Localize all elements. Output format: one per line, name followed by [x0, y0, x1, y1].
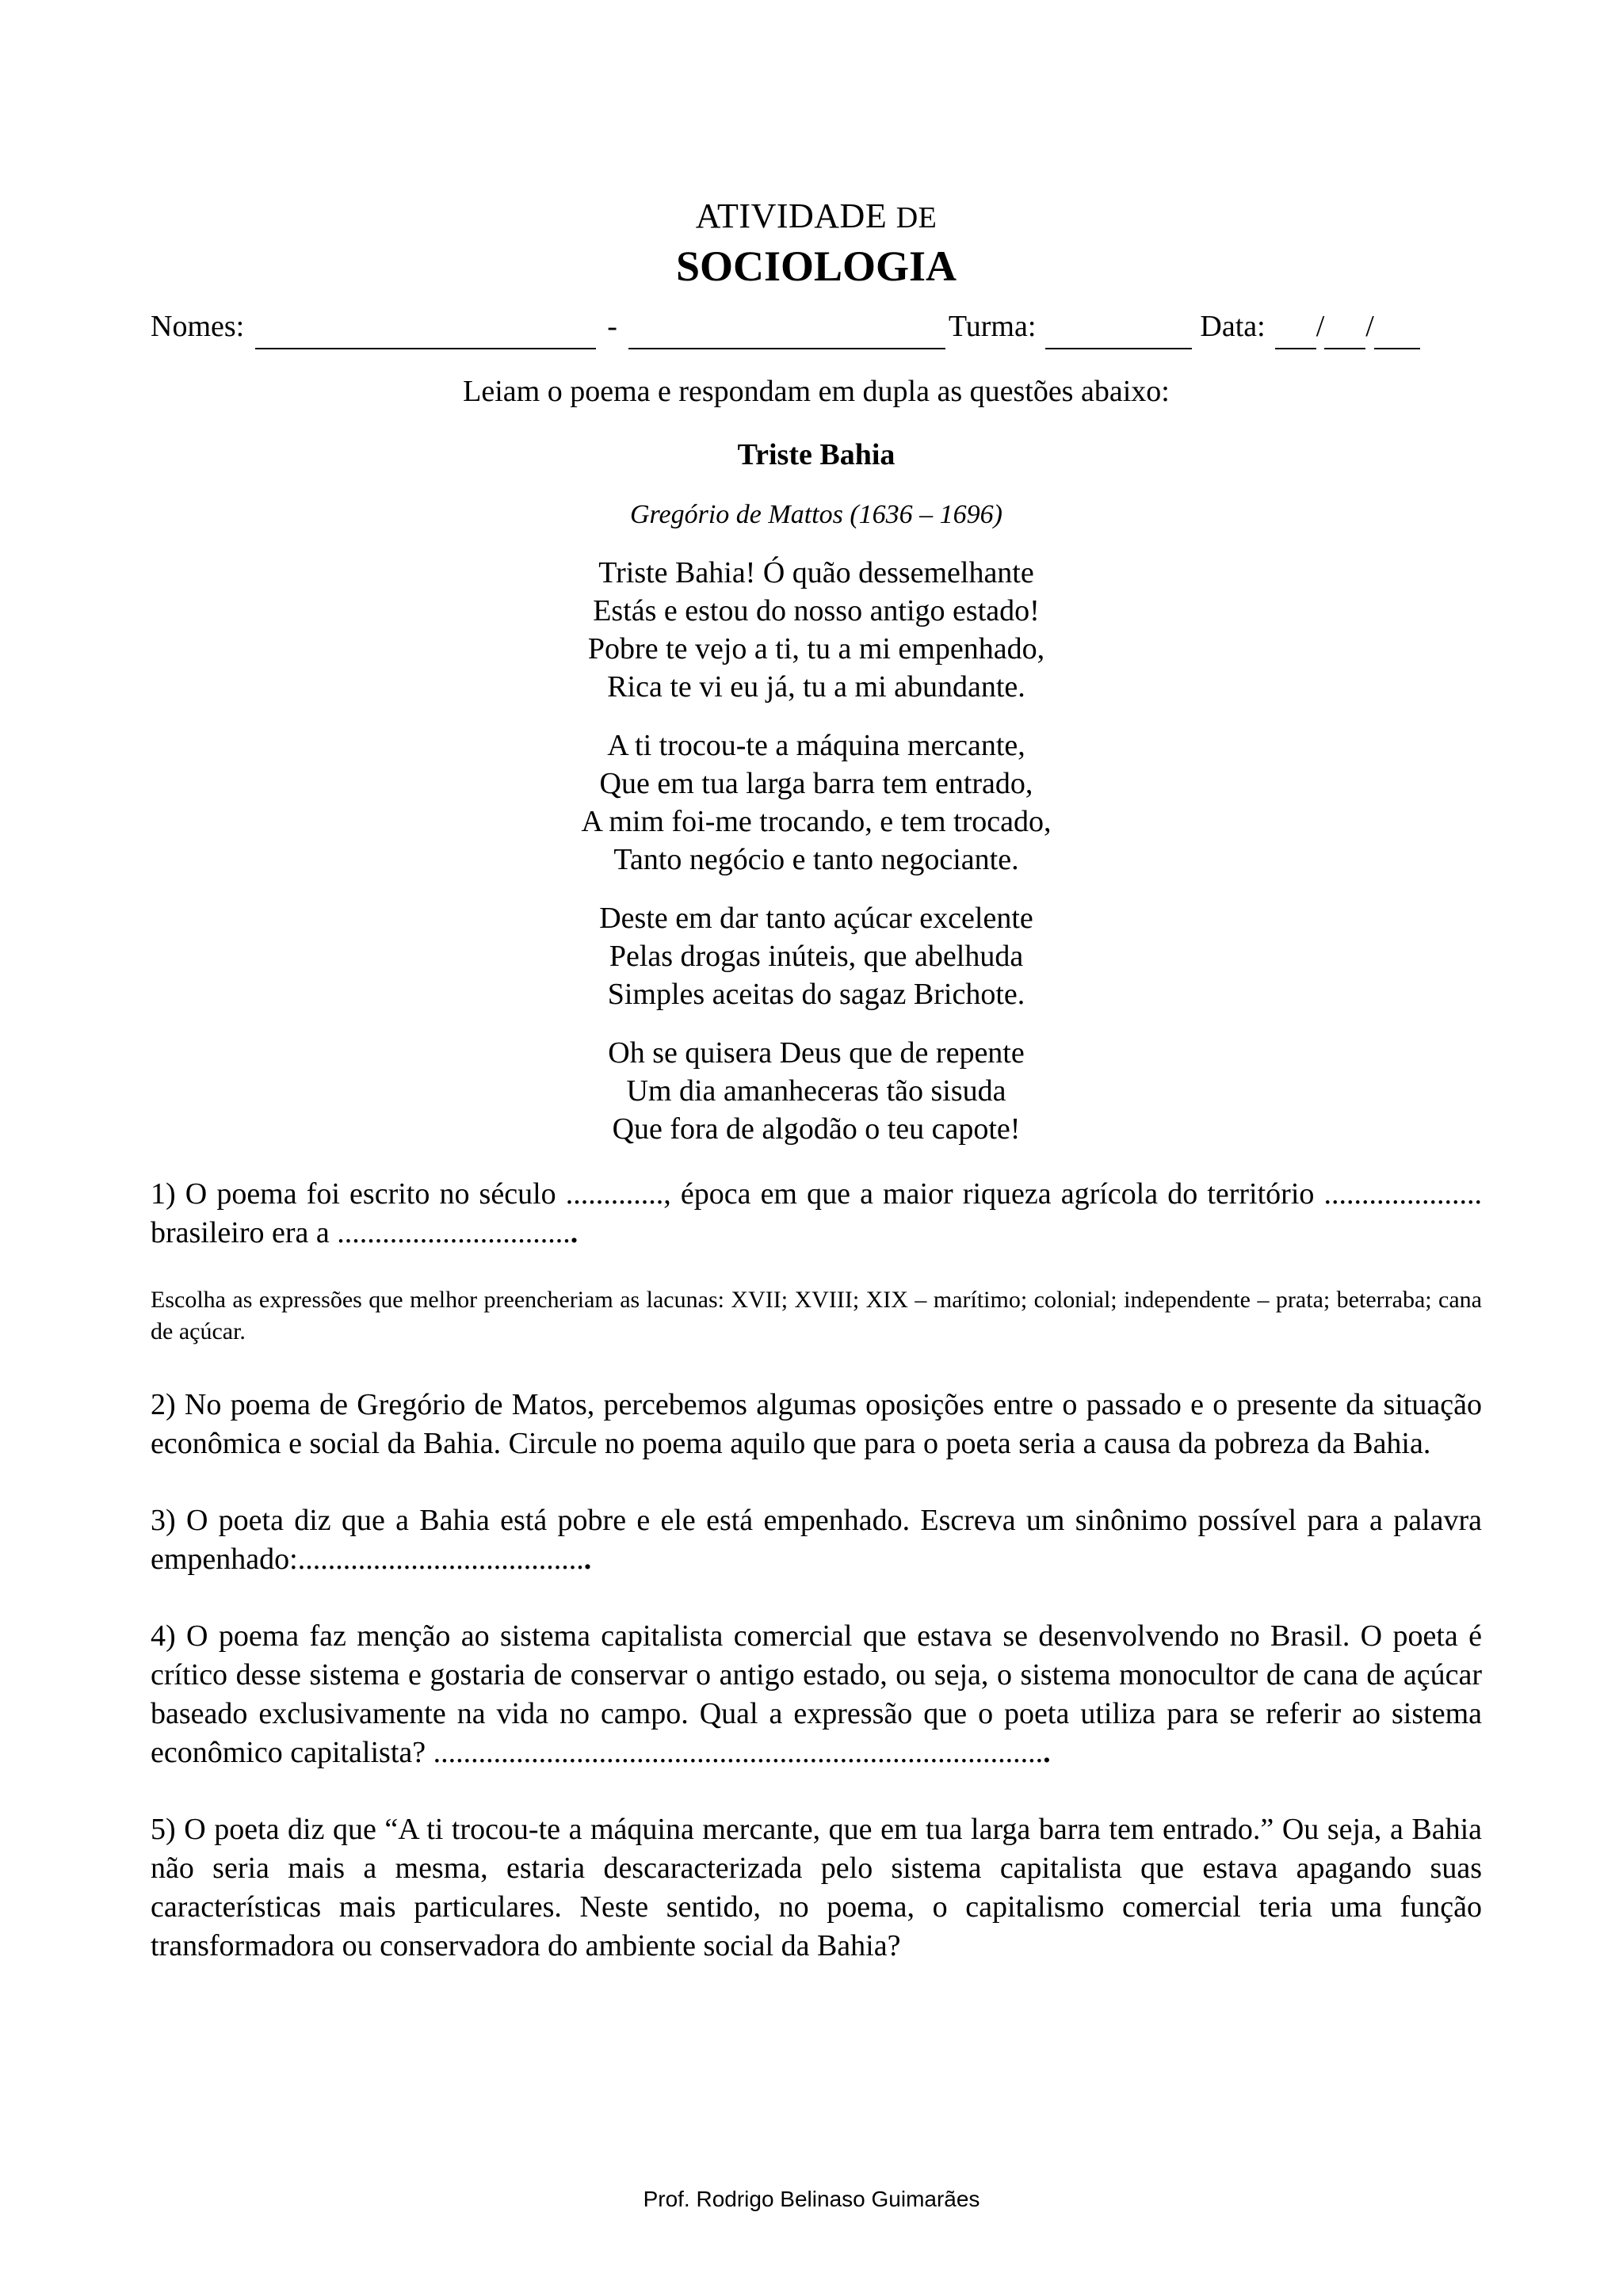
poem-line: Pelas drogas inúteis, que abelhuda [609, 940, 1024, 973]
question-3 [151, 1501, 1482, 1579]
worksheet-page [151, 194, 1482, 1966]
poem-line: Que em tua larga barra tem entrado, [599, 767, 1033, 800]
poem-line: Simples aceitas do sagaz Brichote. [607, 978, 1025, 1011]
date-slash-2: / [1365, 310, 1374, 343]
name-2-blank[interactable] [628, 321, 945, 349]
class-blank[interactable] [1045, 321, 1192, 349]
instruction-text: Leiam o poema e respondam em dupla as questões abaixo: [463, 375, 1170, 408]
question-4-text: 4) O poema faz menção ao sistema capitalista comercial que estava se desenvolvendo no Brasil. O poeta é crítico desse sistema e gostaria de conservar o antigo estado, ou seja, o sistema monocultor de cana de açúcar baseado exclusivamente na vida no campo. Qual a expressão que o poeta utiliza para se referir ao sistema econômico capitalista? ................................................................................. [151, 1619, 1482, 1769]
activity-title [151, 194, 1482, 240]
date-slash-1: / [1316, 310, 1325, 343]
poem-author: Gregório de Mattos (1636 – 1696) [630, 500, 1002, 529]
question-1 [151, 1175, 1482, 1253]
poem-line: Rica te vi eu já, tu a mi abundante. [607, 670, 1025, 704]
poem-line: Um dia amanheceras tão sisuda [626, 1074, 1006, 1108]
poem-line: A ti trocou-te a máquina mercante, [607, 729, 1025, 762]
question-1-hint: Escolha as expressões que melhor preencheriam as lacunas: XVII; XVIII; XIX – marítimo; colonial; independente – prata; beterraba; cana de açúcar. [151, 1287, 1482, 1344]
date-month-blank[interactable] [1324, 321, 1365, 349]
poem-line: Deste em dar tanto açúcar excelente [599, 902, 1033, 935]
question-2: 2) No poema de Gregório de Matos, percebemos algumas oposições entre o passado e o presente da situação econômica e social da Bahia. Circule no poema aquilo que para o poeta seria a causa da pobreza da Bahia. [151, 1388, 1482, 1460]
poem-line: Estás e estou do nosso antigo estado! [593, 594, 1040, 627]
poem-stanza-1 [151, 554, 1482, 706]
poem-line: Oh se quisera Deus que de repente [608, 1036, 1025, 1070]
poem-line: A mim foi-me trocando, e tem trocado, [581, 805, 1052, 838]
poem-line: Triste Bahia! Ó quão dessemelhante [598, 556, 1034, 589]
student-info-line [151, 303, 1482, 349]
names-label: Nomes: [151, 310, 245, 343]
class-label: Turma: [948, 310, 1037, 343]
date-label: Data: [1200, 310, 1266, 343]
poem-title: Triste Bahia [737, 438, 896, 471]
question-5: 5) O poeta diz que “A ti trocou-te a máquina mercante, que em tua larga barra tem entrado.” Ou seja, a Bahia não seria mais a mesma, estaria descaracterizada pelo sistema capitalista que estava apagando suas características mais particulares. Neste sentido, no poema, o capitalismo comercial teria uma função transformadora ou conservadora do ambiente social da Bahia? [151, 1813, 1482, 1962]
poem-stanza-4 [151, 1034, 1482, 1148]
question-4 [151, 1617, 1482, 1772]
poem-line: Pobre te vejo a ti, tu a mi empenhado, [587, 632, 1045, 666]
author-footer: Prof. Rodrigo Belinaso Guimarães [643, 2187, 980, 2211]
poem-line: Que fora de algodão o teu capote! [612, 1112, 1021, 1146]
date-day-blank[interactable] [1275, 321, 1316, 349]
activity-title-prep: DE [896, 201, 938, 235]
question-1-text: 1) O poema foi escrito no século ............., época em que a maior riqueza agrícola do território ..................... brasileiro era a ............................... [151, 1177, 1482, 1249]
subject-title: SOCIOLOGIA [675, 242, 957, 290]
poem-stanza-2 [151, 727, 1482, 879]
name-1-blank[interactable] [255, 321, 596, 349]
question-4-end: . [1043, 1736, 1051, 1769]
poem-line: Tanto negócio e tanto negociante. [613, 843, 1019, 876]
activity-title-word: ATIVIDADE [695, 196, 888, 235]
question-3-text: 3) O poeta diz que a Bahia está pobre e ele está empenhado. Escreva um sinônimo possível para a palavra empenhado:...................................... [151, 1504, 1482, 1576]
names-dash: - [607, 310, 617, 343]
date-year-blank[interactable] [1374, 321, 1420, 349]
poem-stanza-3 [151, 899, 1482, 1013]
question-3-end: . [583, 1543, 592, 1576]
question-1-end: . [570, 1216, 579, 1249]
